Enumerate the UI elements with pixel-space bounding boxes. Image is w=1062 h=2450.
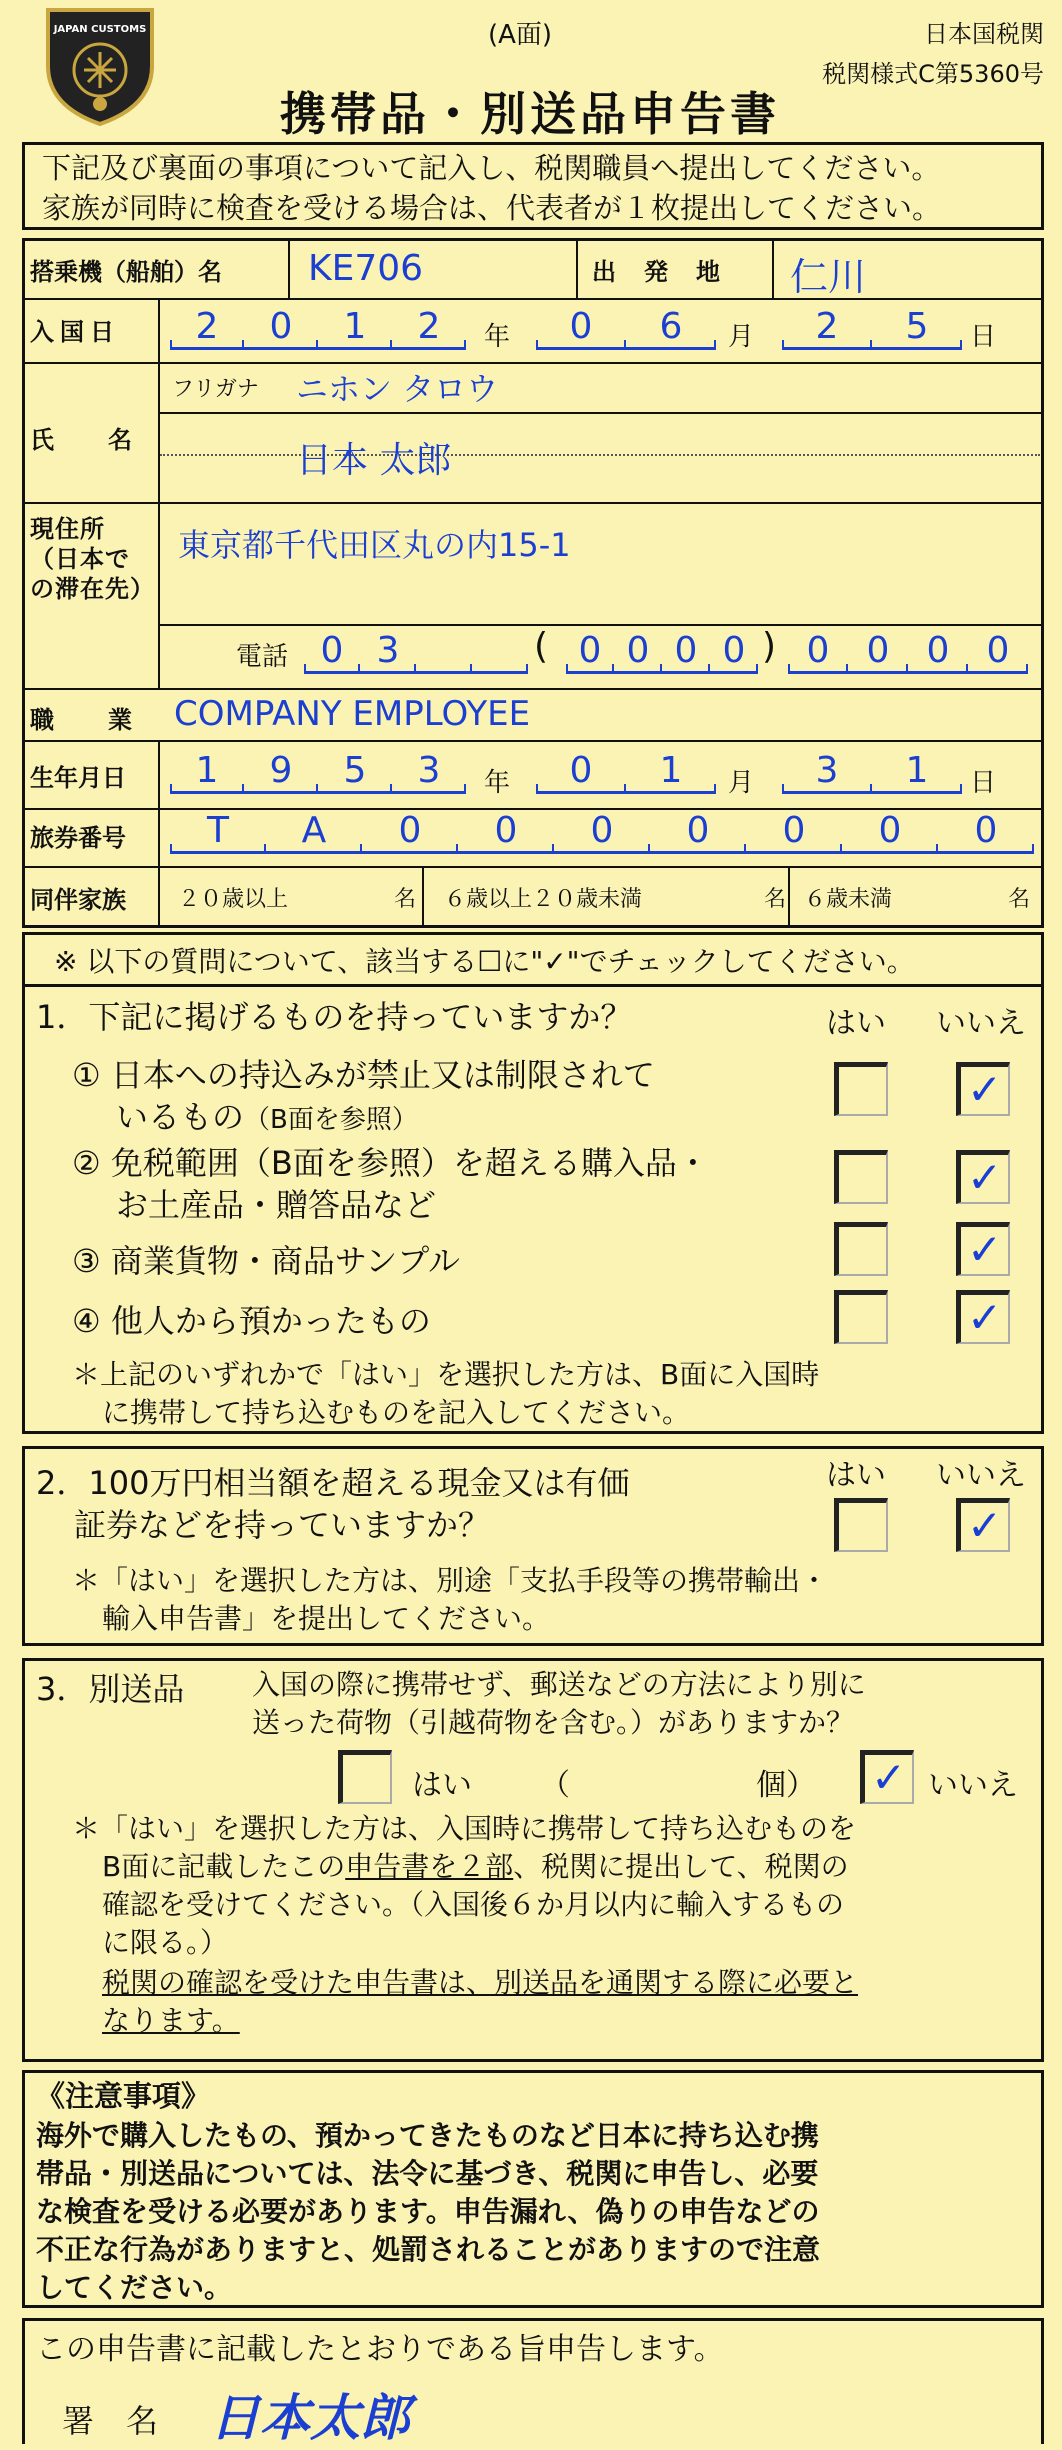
phone-label: 電話: [236, 642, 289, 672]
q3-note-line5: 税関の確認を受けた申告書は、別送品を通関する際に必要と: [102, 1966, 859, 1999]
q3-count-open: （: [540, 1768, 570, 1803]
phone-digit: 0: [710, 630, 758, 674]
phone-digit: 3: [360, 630, 416, 674]
name-label: 氏 名: [30, 426, 134, 454]
q1-no-header: いいえ: [936, 1006, 1026, 1041]
phone-paren-close: ): [762, 626, 777, 667]
q3-note-line4: に限る。）: [102, 1926, 229, 1959]
phone-digit: 0: [566, 630, 614, 674]
passport-char: A: [266, 810, 362, 854]
q1-item-2-line1: ② 免税範囲（B面を参照）を超える購入品・: [72, 1144, 709, 1182]
q3-note-2c: 、税関に提出して、税関の: [513, 1850, 849, 1883]
dob-month-unit: 月: [728, 768, 755, 798]
q1-item-1-text: いるもの: [116, 1098, 245, 1136]
caution-line5: してください。: [36, 2271, 233, 2304]
q3-count-unit: 個）: [756, 1768, 816, 1803]
dob-day-unit: 日: [970, 768, 997, 798]
phone-last[interactable]: [788, 630, 1028, 674]
q1-item-4: ④ 他人から預かったもの: [72, 1302, 431, 1340]
departure-label: 出 発 地: [592, 258, 722, 286]
q3-no-checkbox[interactable]: [860, 1750, 914, 1804]
dob-label: 生年月日: [30, 764, 126, 792]
check-icon: ✓: [967, 1501, 1003, 1550]
phone-digit: [472, 630, 528, 674]
dob-digit: 1: [170, 750, 244, 794]
form-number: 税関様式C第5360号: [822, 60, 1044, 88]
entry-date-label: 入国日: [30, 318, 120, 346]
q3-note-2a: B面に記載したこの: [102, 1850, 346, 1883]
check-icon: ✓: [967, 1153, 1003, 1202]
family-unit: 名: [1008, 887, 1031, 912]
entry-year-digit: 0: [244, 306, 318, 350]
q1-item-1-line1: ① 日本への持込みが禁止又は制限されて: [72, 1056, 655, 1094]
check-icon: ✓: [967, 1225, 1003, 1274]
check-icon: ✓: [967, 1293, 1003, 1342]
q1-title: 1．下記に掲げるものを持っていますか？: [36, 998, 633, 1036]
passport-char: 0: [842, 810, 938, 854]
dob-digit: 1: [626, 750, 716, 794]
check-icon: ✓: [967, 1065, 1003, 1114]
q1-item-2-line2: お土産品・贈答品など: [116, 1186, 437, 1224]
phone-paren-open: (: [534, 626, 549, 667]
q2-note-line1: ＊「はい」を選択した方は、別途「支払手段等の携帯輸出・: [72, 1564, 829, 1597]
check-icon: ✓: [871, 1753, 907, 1802]
furigana-value[interactable]: ニホン タロウ: [296, 370, 499, 408]
q3-desc-line2: 送った荷物（引越荷物を含む。）がありますか？: [252, 1706, 855, 1739]
form-side-label: (A面): [488, 20, 553, 50]
occupation-value[interactable]: COMPANY EMPLOYEE: [174, 694, 531, 734]
q1-note-line2: に携帯して持ち込むものを記入してください。: [102, 1396, 691, 1429]
q1-item-3: ③ 商業貨物・商品サンプル: [72, 1242, 460, 1280]
entry-month-digit: 0: [536, 306, 626, 350]
declaration-text: この申告書に記載したとおりである旨申告します。: [36, 2332, 724, 2367]
family-label: 同伴家族: [30, 886, 126, 914]
flight-value[interactable]: KE706: [308, 248, 424, 289]
q3-note-2b: 申告書を２部: [345, 1850, 514, 1883]
dob-digit: 9: [244, 750, 318, 794]
caution-line2: 帯品・別送品については、法令に基づき、税関に申告し、必要: [36, 2157, 819, 2190]
family-child-label: ６歳未満: [804, 887, 893, 912]
phone-digit: 0: [614, 630, 662, 674]
q1-item-2-no-checkbox[interactable]: [956, 1150, 1010, 1204]
q3-yes-label: はい: [412, 1768, 472, 1803]
q3-note-line3: 確認を受けてください。（入国後６か月以内に輸入するもの: [102, 1888, 845, 1921]
furigana-label: フリガナ: [172, 377, 259, 402]
signature-label: 署 名: [62, 2402, 159, 2440]
family-unit: 名: [764, 887, 787, 912]
dob-digit: 3: [782, 750, 872, 794]
q3-note-line2: [102, 1848, 849, 1886]
dob-digit: 3: [392, 750, 466, 794]
dob-month[interactable]: [536, 750, 716, 794]
passport-char: 0: [650, 810, 746, 854]
passport-char: 0: [938, 810, 1034, 854]
phone-digit: [416, 630, 472, 674]
q2-no-header: いいえ: [936, 1458, 1026, 1493]
q1-item-1-note: （B面を参照）: [244, 1105, 418, 1135]
entry-day-unit: 日: [970, 322, 997, 352]
flight-label: 搭乗機（船舶）名: [30, 258, 222, 286]
entry-month-digit: 6: [626, 306, 716, 350]
signature[interactable]: 日本太郎: [210, 2388, 410, 2447]
passport-char: T: [170, 810, 266, 854]
q1-item-3-yes-checkbox[interactable]: [834, 1222, 888, 1276]
page-title: 携帯品・別送品申告書: [280, 87, 780, 141]
q3-no-label: いいえ: [928, 1768, 1018, 1803]
q3-yes-checkbox[interactable]: [338, 1750, 392, 1804]
q2-no-checkbox[interactable]: [956, 1498, 1010, 1552]
entry-day[interactable]: [782, 306, 962, 350]
caution-line1: 海外で購入したもの、預かってきたものなど日本に持ち込む携: [36, 2119, 819, 2152]
caution-title: 《注意事項》: [36, 2079, 211, 2113]
phone-digit: 0: [968, 630, 1028, 674]
dob-year[interactable]: [170, 750, 466, 794]
phone-digit: 0: [788, 630, 848, 674]
passport-char: 0: [554, 810, 650, 854]
q1-item-1-no-checkbox[interactable]: [956, 1062, 1010, 1116]
intro-line-1: 下記及び裏面の事項について記入し、税関職員へ提出してください。: [42, 151, 941, 185]
q1-item-1-yes-checkbox[interactable]: [834, 1062, 888, 1116]
family-unit: 名: [394, 887, 417, 912]
caution-line4: 不正な行為がありますと、処罰されることがありますので注意: [36, 2233, 821, 2266]
dob-year-unit: 年: [484, 768, 511, 798]
entry-year[interactable]: [170, 306, 466, 350]
svg-text:JAPAN CUSTOMS: JAPAN CUSTOMS: [53, 24, 147, 35]
occupation-label: 職 業: [30, 706, 134, 734]
entry-year-digit: 2: [170, 306, 244, 350]
phone-digit: 0: [848, 630, 908, 674]
q2-yes-checkbox[interactable]: [834, 1498, 888, 1552]
phone-digit: 0: [662, 630, 710, 674]
q3-note-line6: なります。: [102, 2004, 240, 2037]
entry-month-unit: 月: [728, 322, 755, 352]
q1-note-line1: ＊上記のいずれかで「はい」を選択した方は、B面に入国時: [72, 1358, 820, 1391]
intro-line-2: 家族が同時に検査を受ける場合は、代表者が１枚提出してください。: [42, 191, 942, 225]
dob-digit: 0: [536, 750, 626, 794]
q3-title: 3．別送品: [36, 1670, 185, 1708]
instruction-text: ※ 以下の質問について、該当する☐に"✓"でチェックしてください。: [54, 945, 915, 978]
q1-item-3-no-checkbox[interactable]: [956, 1222, 1010, 1276]
q2-title-line1: 2．100万円相当額を超える現金又は有価: [36, 1464, 630, 1502]
entry-year-unit: 年: [484, 322, 511, 352]
q2-yes-header: はい: [826, 1458, 886, 1493]
q3-note-line1: ＊「はい」を選択した方は、入国時に携帯して持ち込むものを: [72, 1812, 857, 1845]
caution-line3: な検査を受ける必要があります。申告漏れ、偽りの申告などの: [36, 2195, 820, 2228]
phone-digit: 0: [908, 630, 968, 674]
entry-day-digit: 2: [782, 306, 872, 350]
entry-year-digit: 1: [318, 306, 392, 350]
q1-item-4-no-checkbox[interactable]: [956, 1290, 1010, 1344]
family-teen-label: ６歳以上２０歳未満: [444, 887, 643, 912]
passport-number[interactable]: [170, 810, 1034, 854]
dob-digit: 5: [318, 750, 392, 794]
passport-label: 旅券番号: [30, 824, 126, 852]
family-adult-label: ２０歳以上: [178, 887, 289, 912]
phone-digit: 0: [304, 630, 360, 674]
passport-char: 0: [362, 810, 458, 854]
q2-note-line2: 輸入申告書」を提出してください。: [102, 1602, 551, 1635]
q1-item-1-line2: [116, 1092, 418, 1138]
q1-item-2-yes-checkbox[interactable]: [834, 1150, 888, 1204]
customs-logo: [44, 6, 156, 126]
entry-month[interactable]: [536, 306, 716, 350]
passport-char: 0: [458, 810, 554, 854]
phone-middle[interactable]: [566, 630, 758, 674]
issuer: 日本国税関: [924, 20, 1044, 48]
entry-day-digit: 5: [872, 306, 962, 350]
name-value[interactable]: 日本 太郎: [296, 440, 452, 481]
dob-day[interactable]: [782, 750, 962, 794]
passport-char: 0: [746, 810, 842, 854]
q1-yes-header: はい: [826, 1006, 886, 1041]
phone-area[interactable]: [304, 630, 528, 674]
q2-title-line2: 証券などを持っていますか？: [74, 1506, 491, 1544]
q3-desc-line1: 入国の際に携帯せず、郵送などの方法により別に: [252, 1668, 866, 1701]
address-value[interactable]: 東京都千代田区丸の内15-1: [178, 526, 571, 564]
entry-year-digit: 2: [392, 306, 466, 350]
dob-digit: 1: [872, 750, 962, 794]
address-label: 現住所（日本での滞在先）: [30, 515, 155, 603]
q1-item-4-yes-checkbox[interactable]: [834, 1290, 888, 1344]
departure-value[interactable]: 仁川: [790, 255, 867, 299]
